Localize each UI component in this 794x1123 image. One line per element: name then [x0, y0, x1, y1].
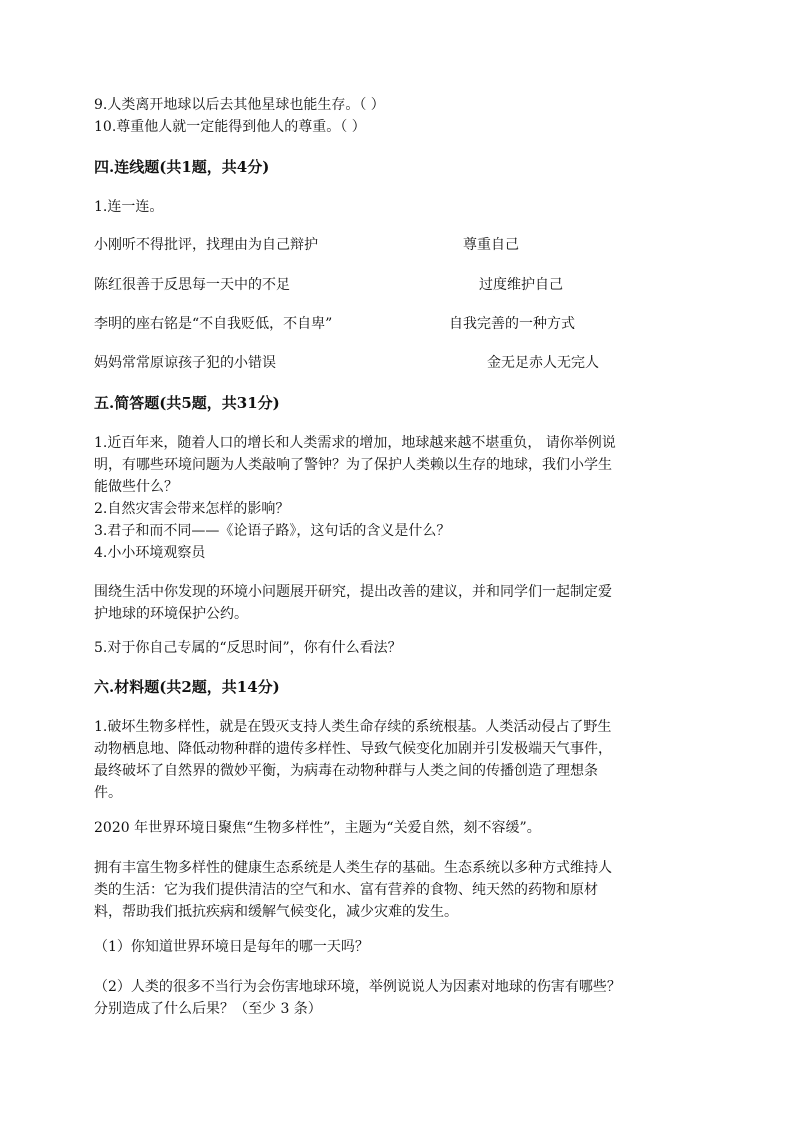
q4-description-line: 护地球的环境保护公约。 — [94, 606, 248, 622]
question-9: 9.人类离开地球以后去其他星球也能生存。（ ） — [94, 97, 385, 113]
material-paragraph-2: 2020 年世界环境日聚焦“生物多样性”，主题为“关爱自然，刻不容缓”。 — [94, 820, 541, 836]
short-answer-q3: 3.君子和而不同——《论语子路》，这句话的含义是什么？ — [94, 523, 451, 539]
matching-instruction: 1.连一连。 — [94, 199, 164, 215]
section-heading-matching: 四.连线题(共1题，共4分) — [94, 158, 270, 176]
material-p1-line: 动物栖息地、降低动物种群的遗传多样性、导致气候变化加剧并引发极端天气事件， — [94, 741, 612, 757]
matching-right-4: 金无足赤人无完人 — [487, 355, 599, 371]
section-heading-material: 六.材料题(共2题，共14分) — [94, 678, 280, 696]
q4-description-line: 围绕生活中你发现的环境小问题展开研究，提出改善的建议，并和同学们一起制定爱 — [94, 584, 612, 600]
short-answer-q4-description — [94, 581, 706, 625]
material-sub2-line: （2）人类的很多不当行为会伤害地球环境，举例说说人为因素对地球的伤害有哪些？ — [94, 979, 621, 995]
short-answer-q1-line: 能做些什么？ — [94, 479, 178, 495]
matching-right-2: 过度维护自己 — [479, 277, 563, 293]
material-sub2-line: 分别造成了什么后果？（至少 3 条） — [94, 1001, 322, 1017]
material-sub-question-2 — [94, 976, 706, 1020]
matching-left-3: 李明的座右铭是“不自我贬低，不自卑” — [94, 316, 333, 332]
material-paragraph-1 — [94, 716, 706, 804]
material-p1-line: 件。 — [94, 785, 122, 801]
matching-left-1: 小刚听不得批评，找理由为自己辩护 — [94, 237, 318, 253]
material-p3-line: 料，帮助我们抵抗疾病和缓解气候变化，减少灾难的发生。 — [94, 904, 458, 920]
short-answer-q4: 4.小小环境观察员 — [94, 545, 206, 561]
question-10: 10.尊重他人就一定能得到他人的尊重。（ ） — [94, 119, 366, 135]
matching-right-3: 自我完善的一种方式 — [449, 316, 575, 332]
material-sub-question-1: （1）你知道世界环境日是每年的哪一天吗？ — [94, 939, 369, 955]
matching-left-2: 陈红很善于反思每一天中的不足 — [94, 277, 290, 293]
short-answer-q5: 5.对于你自己专属的“反思时间”，你有什么看法？ — [94, 640, 402, 656]
material-paragraph-3 — [94, 857, 706, 923]
matching-right-1: 尊重自己 — [463, 237, 519, 253]
material-p3-line: 拥有丰富生物多样性的健康生态系统是人类生存的基础。生态系统以多种方式维持人 — [94, 860, 612, 876]
section-heading-short-answer: 五.简答题(共5题，共31分) — [94, 394, 280, 412]
short-answer-q1-line: 明，有哪些环境问题为人类敲响了警钟？为了保护人类赖以生存的地球，我们小学生 — [94, 457, 612, 473]
material-p1-line: 1.破坏生物多样性，就是在毁灭支持人类生命存续的系统根基。人类活动侵占了野生 — [94, 719, 612, 735]
matching-left-4: 妈妈常常原谅孩子犯的小错误 — [94, 355, 276, 371]
material-p1-line: 最终破坏了自然界的微妙平衡，为病毒在动物种群与人类之间的传播创造了理想条 — [94, 763, 598, 779]
material-p3-line: 类的生活：它为我们提供清洁的空气和水、富有营养的食物、纯天然的药物和原材 — [94, 882, 598, 898]
short-answer-q1 — [94, 432, 706, 498]
short-answer-q1-line: 1.近百年来，随着人口的增长和人类需求的增加，地球越来越不堪重负， 请你举例说 — [94, 435, 616, 451]
short-answer-q2: 2.自然灾害会带来怎样的影响？ — [94, 501, 290, 517]
